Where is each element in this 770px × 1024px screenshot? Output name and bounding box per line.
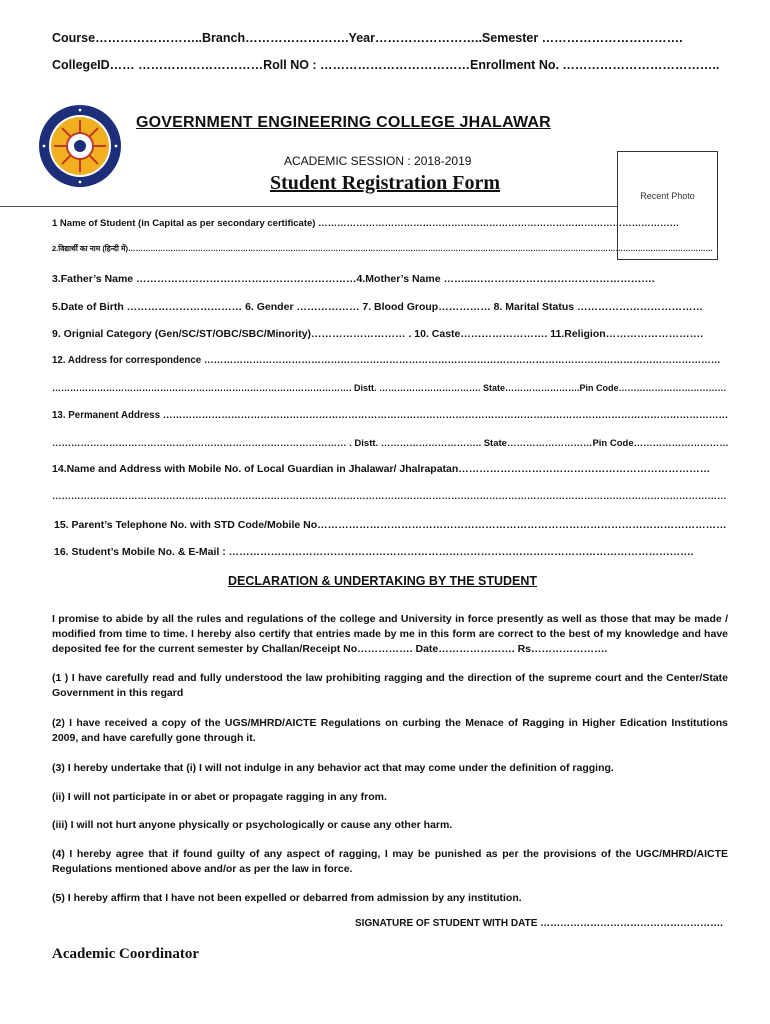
declaration-paragraph-intro: I promise to abide by all the rules and regulations of the college and University in force presently as well as those that may be made / modified from time to time. I hereby also certify that entries made by me in this form are correct to the best of my knowledge and have deposited fee for the current semester by Challan/Receipt No……………. Date…………………. Rs…………………. xyxy=(52,613,728,655)
field-student-mobile-email[interactable]: 16. Student’s Mobile No. & E-Mail : ……………………………………………………………………………………………………………………. xyxy=(54,546,694,558)
field-correspondence-address[interactable]: 12. Address for correspondence …………………………………………………………………………………………………………………………………………… xyxy=(52,355,721,366)
field-student-name[interactable]: 1 Name of Student (in Capital as per secondary certificate) …………………………………………………………………………………………………… xyxy=(52,218,680,229)
field-permanent-address-line2[interactable]: ………………………………………………………………………………… . Distt. ………………………….. State………………………Pin Code………………………… xyxy=(52,438,729,449)
academic-coordinator-label: Academic Coordinator xyxy=(52,946,200,962)
field-correspondence-address-line2[interactable]: ………………………………………………………………………………………. Distt. ……………………………. State…………………….Pin Code……………………………… xyxy=(52,383,727,393)
declaration-item-3-iii: (iii) I will not hurt anyone physically or psychologically or cause any other harm. xyxy=(52,819,453,831)
college-id-line[interactable]: CollegeID…… …………………………Roll NO : ………………………………Enrollment No. ……………………………….. xyxy=(52,58,720,72)
declaration-item-2: (2) I have received a copy of the UGS/MHRD/AICTE Regulations on curbing the Menace of Ragging in Higher Edication Institutions 2009, and have carefully gone through it. xyxy=(52,717,728,744)
college-seal-logo xyxy=(38,104,122,188)
field-dob-gender-blood-marital[interactable]: 5.Date of Birth …………………………… 6. Gender ……………… 7. Blood Group…………… 8. Marital Status ……………………………… xyxy=(52,301,704,313)
form-title: Student Registration Form xyxy=(270,172,500,194)
course-branch-line[interactable]: Course……………………..Branch…………………….Year……………………..Semester ……………………………. xyxy=(52,31,683,45)
header-divider xyxy=(0,206,617,207)
declaration-item-5: (5) I hereby affirm that I have not been expelled or debarred from admission by any institution. xyxy=(52,892,522,904)
field-student-name-hindi[interactable]: 2.विद्यार्थी का नाम (हिन्दी में)……………………………………………………………………………………………………………………………………………………………………………………………………………… xyxy=(52,244,714,253)
field-permanent-address[interactable]: 13. Permanent Address ………………………………………………………………………………………………………………………………………………………… xyxy=(52,410,729,421)
declaration-item-4: (4) I hereby agree that if found guilty of any aspect of ragging, I may be punished as per the provisions of the UGC/MHRD/AICTE Regulations mentioned above and/or as per the law in force. xyxy=(52,848,728,875)
declaration-item-3: (3) I hereby undertake that (i) I will not indulge in any behavior act that may come under the definition of ragging. xyxy=(52,762,614,774)
field-local-guardian[interactable]: 14.Name and Address with Mobile No. of Local Guardian in Jhalawar/ Jhalrapatan……………………………………………………………… xyxy=(52,463,711,475)
academic-session: ACADEMIC SESSION : 2018-2019 xyxy=(284,154,472,168)
college-name: GOVERNMENT ENGINEERING COLLEGE JHALAWAR xyxy=(136,114,551,131)
declaration-heading: DECLARATION & UNDERTAKING BY THE STUDENT xyxy=(228,574,538,588)
field-category-caste-religion[interactable]: 9. Orignial Category (Gen/SC/ST/OBC/SBC/Minority)……………………… . 10. Caste……………………. 11.Religion………………………. xyxy=(52,328,704,340)
declaration-item-3-ii: (ii) I will not participate in or abet or propagate ragging in any from. xyxy=(52,791,387,803)
photo-label: Recent Photo xyxy=(640,191,695,201)
field-parents-names[interactable]: 3.Father’s Name ………………………………………………………4.Mother’s Name ……...……………………………………………. xyxy=(52,273,655,285)
field-parent-telephone[interactable]: 15. Parent’s Telephone No. with STD Code/Mobile No……………………………………………………………………………………………………… xyxy=(54,519,727,531)
field-local-guardian-line2[interactable]: …………………………………………………………………………………………………………………………………………………………………………………………… xyxy=(52,491,727,502)
student-signature-line[interactable]: SIGNATURE OF STUDENT WITH DATE ………………………………………………. xyxy=(355,918,723,929)
declaration-item-1: (1 ) I have carefully read and fully understood the law prohibiting ragging and the direction of the supreme court and the Center/State Government in this regard xyxy=(52,672,728,699)
